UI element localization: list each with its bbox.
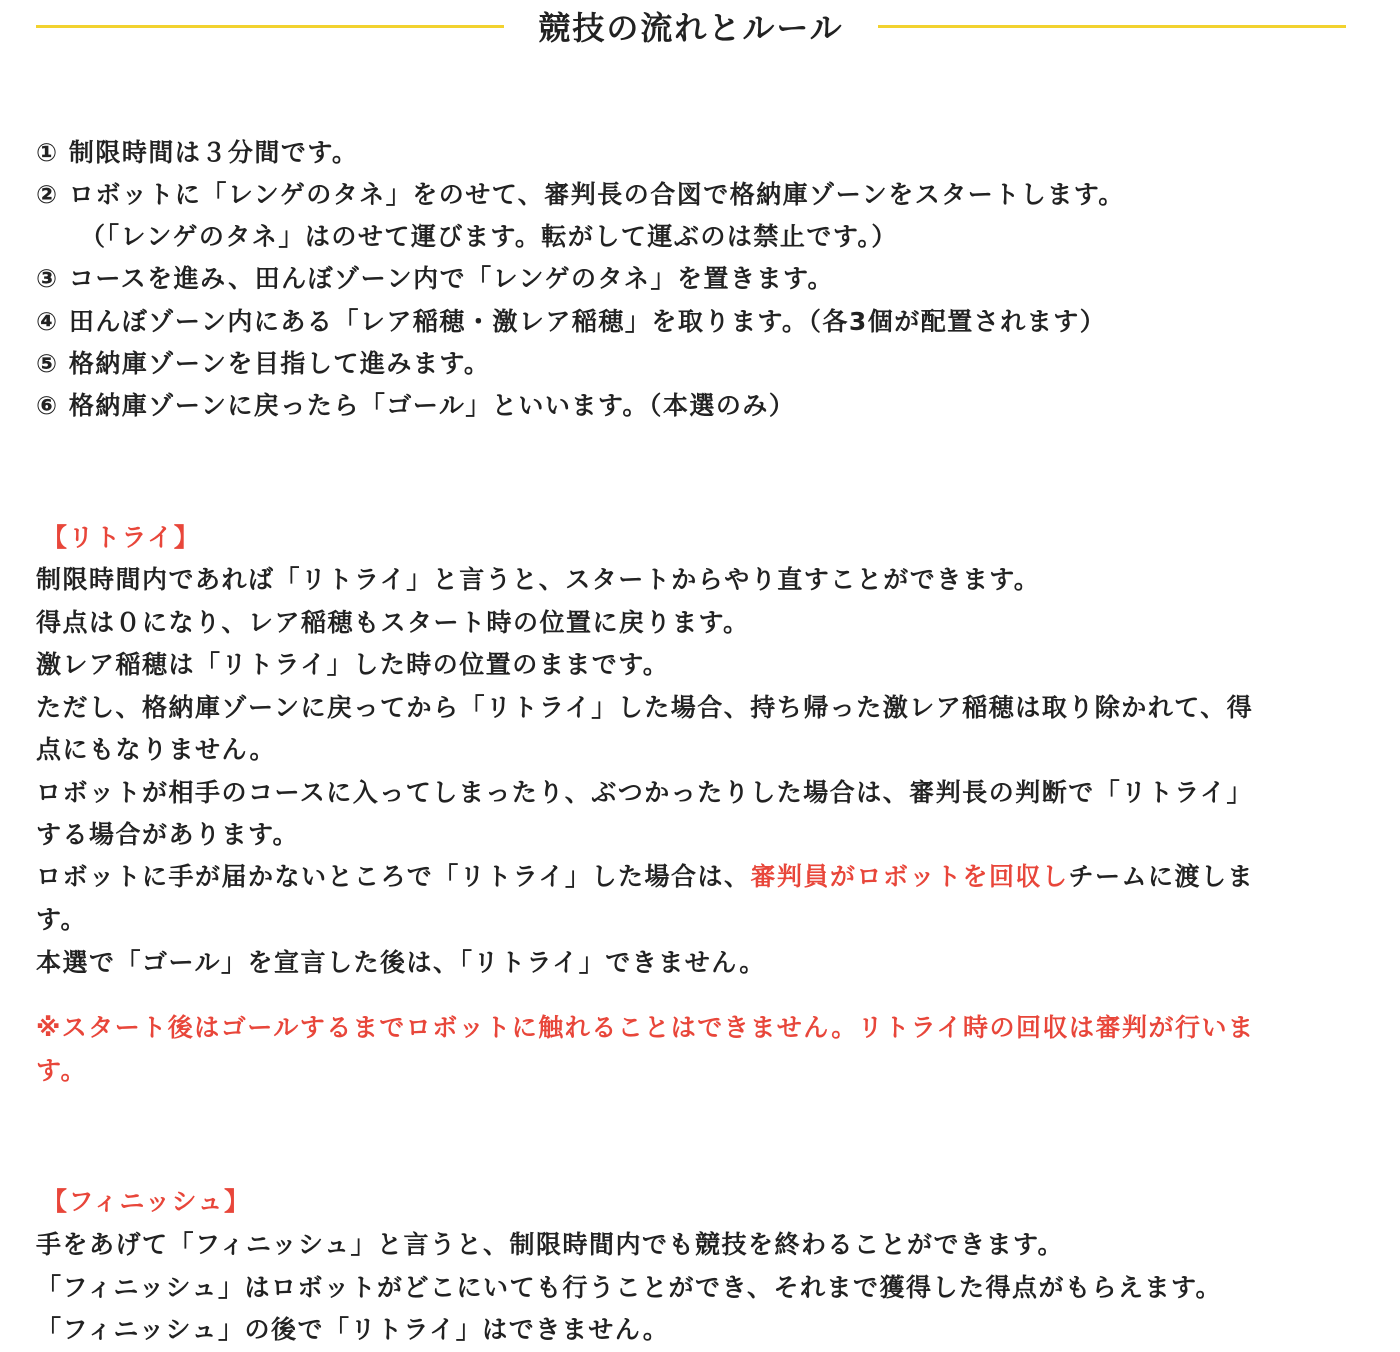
retry-pickup-suffix: チームに渡しま (1068, 862, 1255, 891)
flow-item-1: ① 制限時間は３分間です。 (36, 138, 359, 167)
retry-line-4: ただし、格納庫ゾーンに戻ってから「リトライ」した場合、持ち帰った激レア稲穂は取り除かれて、得 (36, 693, 1254, 722)
finish-line-3: 「フィニッシュ」の後で「リトライ」はできません。 (36, 1315, 670, 1344)
retry-note-line-2: す。 (36, 1056, 88, 1085)
finish-line-1: 手をあげて「フィニッシュ」と言うと、制限時間内でも競技を終わることができます。 (36, 1230, 1065, 1259)
heading-line-left (36, 25, 504, 28)
retry-goal-line: 本選で「ゴール」を宣言した後は、「リトライ」できません。 (36, 948, 766, 977)
retry-line-5: 点にもなりません。 (36, 735, 277, 764)
heading-line-right (878, 25, 1346, 28)
retry-line-6: ロボットが相手のコースに入ってしまったり、ぶつかったりした場合は、審判長の判断で「リトライ」 (36, 778, 1254, 807)
section-heading (36, 4, 1346, 48)
finish-label: 【フィニッシュ】 (42, 1187, 251, 1216)
retry-pickup-line (36, 862, 1254, 892)
retry-pickup-wrap: す。 (36, 905, 88, 934)
retry-line-1: 制限時間内であれば「リトライ」と言うと、スタートからやり直すことができます。 (36, 565, 1041, 594)
retry-line-3: 激レア稲穂は「リトライ」した時の位置のままです。 (36, 650, 670, 679)
retry-pickup-prefix: ロボットに手が届かないところで「リトライ」した場合は、 (36, 862, 751, 891)
flow-item-4: ④ 田んぼゾーン内にある「レア稲穂・激レア稲穂」を取ります。（各3個が配置されます） (36, 307, 1107, 336)
flow-item-3: ③ コースを進み、田んぼゾーン内で「レンゲのタネ」を置きます。 (36, 264, 834, 293)
retry-label: 【リトライ】 (42, 523, 201, 552)
retry-line-2: 得点は０になり、レア稲穂もスタート時の位置に戻ります。 (36, 608, 750, 637)
finish-line-2: 「フィニッシュ」はロボットがどこにいても行うことができ、それまで獲得した得点がもらえます。 (36, 1273, 1223, 1302)
retry-note-line-1: ※スタート後はゴールするまでロボットに触れることはできません。リトライ時の回収は審判が行いま (36, 1013, 1255, 1042)
page-title: 競技の流れとルール (538, 9, 844, 47)
flow-item-5: ⑤ 格納庫ゾーンを目指して進みます。 (36, 349, 491, 378)
flow-item-2: ② ロボットに「レンゲのタネ」をのせて、審判長の合図で格納庫ゾーンをスタートします。 (36, 180, 1125, 209)
flow-item-6: ⑥ 格納庫ゾーンに戻ったら「ゴール」といいます。（本選のみ） (36, 391, 796, 420)
retry-pickup-highlight: 審判員がロボットを回収し (750, 862, 1069, 891)
flow-item-2-note: （「レンゲのタネ」はのせて運びます。転がして運ぶのは禁止です。） (80, 222, 898, 251)
retry-line-7: する場合があります。 (36, 820, 300, 849)
